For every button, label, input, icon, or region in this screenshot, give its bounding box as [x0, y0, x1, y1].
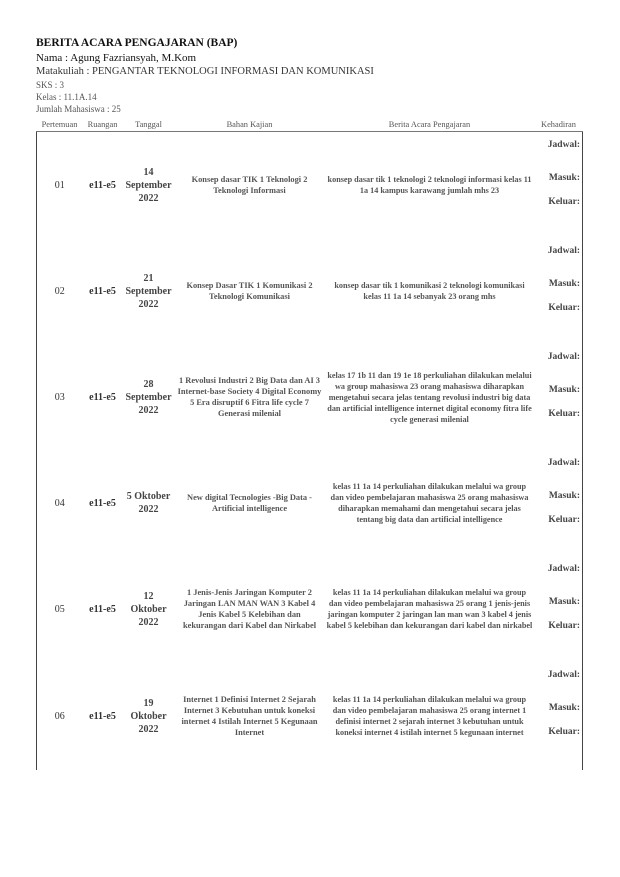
cell-pertemuan: 01	[37, 132, 83, 239]
label-keluar: Keluar:	[548, 303, 580, 313]
cell-kehadiran	[535, 344, 583, 450]
label-keluar: Keluar:	[548, 409, 580, 419]
cell-pertemuan: 05	[37, 556, 83, 662]
cell-bahan-kajian: 1 Revolusi Industri 2 Big Data dan AI 3 Internet-base Society 4 Digital Economy 5 Era disruptif 6 Fitra life cycle 7 Generasi milenial	[177, 376, 322, 418]
table-row	[37, 556, 583, 662]
label-keluar: Keluar:	[548, 727, 580, 737]
cell-pertemuan: 03	[37, 344, 83, 450]
label-masuk: Masuk:	[548, 279, 580, 289]
cell-berita-acara: konsep dasar tik 1 komunikasi 2 teknologi komunikasi kelas 11 1a 14 sebanyak 23 orang mhs	[334, 281, 525, 301]
cell-bahan-kajian: Konsep dasar TIK 1 Teknologi 2 Teknologi Informasi	[191, 175, 308, 195]
document-title: BERITA ACARA PENGAJARAN (BAP)	[36, 37, 238, 49]
cell-berita-acara: kelas 11 1a 14 perkuliahan dilakukan melalui wa group dan video pembelajaran mahasiswa 25 orang mahasiswa diharapkan memahami dan mengetahui secara jelas tentang big data dan artificial intelligence	[330, 482, 529, 524]
cell-ruangan: e11-e5	[89, 285, 116, 297]
label-jadwal: Jadwal:	[547, 352, 580, 362]
cell-bahan-kajian: 1 Jenis-Jenis Jaringan Komputer 2 Jaringan LAN MAN WAN 3 Kabel 4 Jenis Kabel 5 Kelebihan dan kekurangan dari Kabel dan Nirkabel	[182, 588, 317, 630]
table-row	[37, 662, 583, 770]
cell-tanggal: 12 Oktober 2022	[130, 590, 167, 628]
document-header	[36, 36, 596, 115]
cell-berita-acara: kelas 11 1a 14 perkuliahan dilakukan melalui wa group dan video pembelajaran mahasiswa 25 orang 1 jenis-jenis jaringan komputer 2 jaringan lan man wan 3 kabel 4 jenis kabel 5 kelebihan dan kekurangan dari kabel dan nirkabel	[326, 588, 533, 630]
cell-tanggal: 14 September 2022	[125, 166, 172, 204]
cell-pertemuan: 06	[37, 662, 83, 770]
cell-ruangan: e11-e5	[89, 603, 116, 615]
cell-tanggal: 5 Oktober 2022	[126, 491, 171, 515]
cell-berita-acara: kelas 17 1b 11 dan 19 1e 18 perkuliahan dilakukan melalui wa group mahasiswa 23 orang mahasiswa diharapkan mengetahui secara jelas tentang revolusi industri big data dan artificial intelligence internet digital economy fitra life cycle generasi milenial	[327, 370, 532, 424]
cell-bahan-kajian: Internet 1 Definisi Internet 2 Sejarah Internet 3 Kebutuhan untuk koneksi internet 4 Istilah Internet 5 Kegunaan Internet	[181, 695, 318, 737]
label-jadwal: Jadwal:	[547, 140, 580, 150]
label-keluar: Keluar:	[548, 621, 580, 631]
cell-kehadiran	[535, 238, 583, 344]
label-jadwal: Jadwal:	[547, 564, 580, 574]
cell-pertemuan: 02	[37, 238, 83, 344]
cell-bahan-kajian: Konsep Dasar TIK 1 Komunikasi 2 Teknologi Komunikasi	[186, 281, 313, 301]
header-ruangan: Ruangan	[83, 118, 123, 132]
header-tanggal: Tanggal	[123, 118, 175, 132]
lecturer-name: Nama : Agung Fazriansyah, M.Kom	[36, 52, 197, 64]
cell-tanggal: 28 September 2022	[125, 378, 172, 416]
label-masuk: Masuk:	[548, 597, 580, 607]
cell-kehadiran	[535, 556, 583, 662]
cell-ruangan: e11-e5	[89, 179, 116, 191]
table-row	[37, 132, 583, 239]
class-code: Kelas : 11.1A.14	[36, 92, 97, 102]
label-masuk: Masuk:	[548, 385, 580, 395]
table-row	[37, 344, 583, 450]
header-kehadiran: Kehadiran	[535, 118, 583, 132]
label-keluar: Keluar:	[548, 197, 580, 207]
cell-ruangan: e11-e5	[89, 497, 116, 509]
course-name: Matakuliah : PENGANTAR TEKNOLOGI INFORMASI DAN KOMUNIKASI	[36, 66, 374, 77]
cell-kehadiran	[535, 662, 583, 770]
header-bahan-kajian: Bahan Kajian	[175, 118, 325, 132]
cell-bahan-kajian: New digital Tecnologies -Big Data - Artificial intelligence	[187, 493, 312, 513]
table-row	[37, 450, 583, 556]
cell-tanggal: 19 Oktober 2022	[130, 697, 167, 735]
cell-kehadiran	[535, 132, 583, 239]
label-masuk: Masuk:	[548, 173, 580, 183]
label-keluar: Keluar:	[548, 515, 580, 525]
bap-table	[36, 118, 583, 770]
cell-pertemuan: 04	[37, 450, 83, 556]
label-jadwal: Jadwal:	[547, 246, 580, 256]
cell-kehadiran	[535, 450, 583, 556]
label-jadwal: Jadwal:	[547, 458, 580, 468]
header-berita-acara: Berita Acara Pengajaran	[325, 118, 535, 132]
cell-berita-acara: kelas 11 1a 14 perkuliahan dilakukan melalui wa group dan video pembelajaran mahasiswa 25 orang internet 1 definisi internet 2 sejarah internet 3 kebutuhan untuk koneksi internet 4 istilah internet 5 kegunaan internet	[332, 695, 527, 737]
header-pertemuan: Pertemuan	[37, 118, 83, 132]
cell-berita-acara: konsep dasar tik 1 teknologi 2 teknologi informasi kelas 11 1a 14 kampus karawang jumlah mhs 23	[327, 175, 532, 195]
cell-ruangan: e11-e5	[89, 391, 116, 403]
student-count: Jumlah Mahasiswa : 25	[36, 104, 121, 114]
label-masuk: Masuk:	[548, 703, 580, 713]
table-header-row	[37, 118, 583, 132]
sks: SKS : 3	[36, 80, 65, 90]
label-masuk: Masuk:	[548, 491, 580, 501]
cell-tanggal: 21 September 2022	[125, 272, 172, 310]
cell-ruangan: e11-e5	[89, 710, 116, 722]
label-jadwal: Jadwal:	[547, 670, 580, 680]
table-row	[37, 238, 583, 344]
